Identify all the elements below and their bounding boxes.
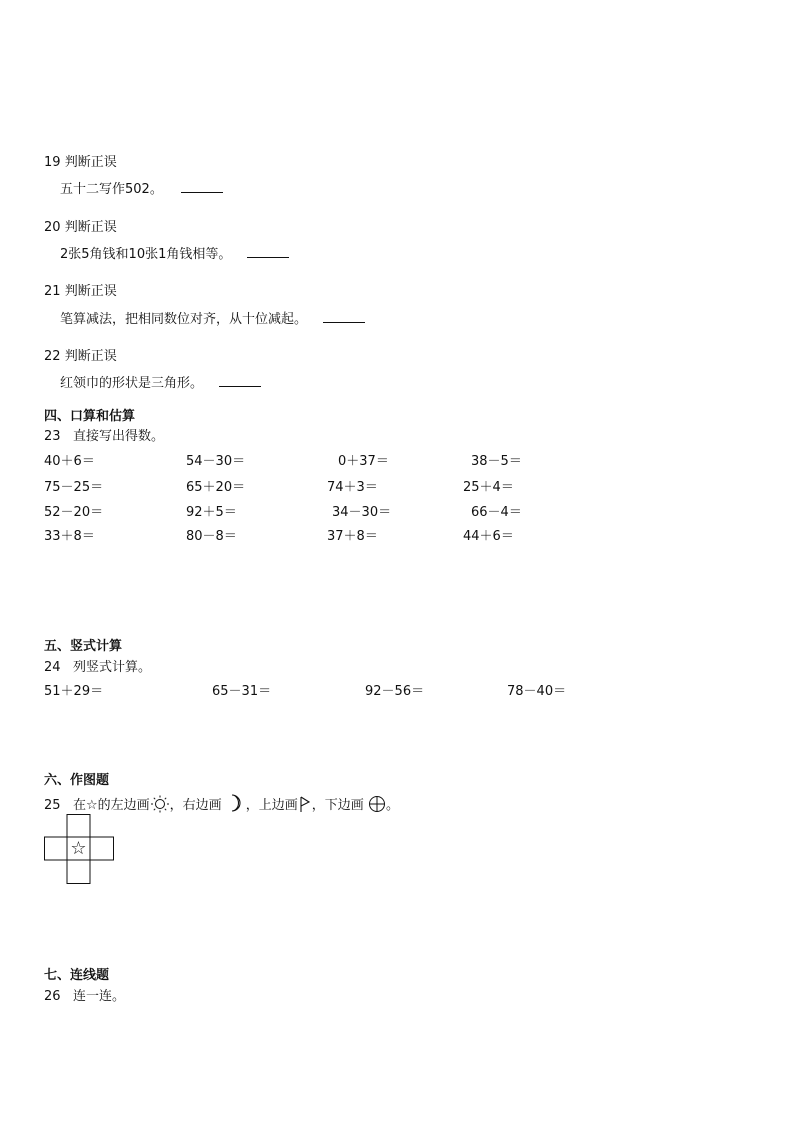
q20-statement: 2张5角钱和10张1角钱相等。 (60, 245, 289, 263)
circle-cross-icon (368, 795, 386, 818)
moon-icon (226, 793, 246, 818)
q19-heading: 19 判断正误 (44, 155, 117, 170)
q21-heading: 21 判断正误 (44, 284, 117, 299)
calc-item: 34－30＝ (332, 505, 392, 520)
calc-item: 74＋3＝ (327, 480, 378, 495)
q26-prompt: 26 连一连。 (44, 989, 125, 1004)
answer-blank[interactable] (323, 310, 365, 323)
section4-title: 四、口算和估算 (44, 409, 136, 424)
section6-title: 六、作图题 (44, 773, 110, 788)
answer-blank[interactable] (219, 374, 261, 387)
calc-item: 25＋4＝ (463, 480, 514, 495)
section5-title: 五、竖式计算 (44, 639, 123, 654)
calc-item: 40＋6＝ (44, 454, 95, 469)
vertical-calc-item: 51＋29＝ (44, 684, 104, 699)
q19-statement: 五十二写作502。 (60, 180, 223, 198)
vertical-calc-item: 92－56＝ (365, 684, 425, 699)
q25-prompt: 25 在☆的左边画 ，右边画 ，上边画 ，下边画 。 (44, 793, 399, 818)
sun-icon (150, 795, 170, 818)
q22-statement: 红领巾的形状是三角形。 (60, 374, 261, 392)
calc-item: 38－5＝ (471, 454, 522, 469)
calc-item: 80－8＝ (186, 529, 237, 544)
calc-item: 0＋37＝ (338, 454, 389, 469)
answer-blank[interactable] (181, 180, 223, 193)
q23-prompt: 23 直接写出得数。 (44, 429, 164, 444)
calc-item: 52－20＝ (44, 505, 104, 520)
vertical-calc-item: 78－40＝ (507, 684, 567, 699)
flag-icon (298, 795, 312, 818)
calc-item: 33＋8＝ (44, 529, 95, 544)
section7-title: 七、连线题 (44, 968, 110, 983)
calc-item: 65＋20＝ (186, 480, 246, 495)
answer-blank[interactable] (247, 245, 289, 258)
calc-item: 44＋6＝ (463, 529, 514, 544)
q21-statement: 笔算减法，把相同数位对齐，从十位减起。 (60, 310, 365, 328)
calc-item: 37＋8＝ (327, 529, 378, 544)
q22-heading: 22 判断正误 (44, 349, 117, 364)
calc-item: 75－25＝ (44, 480, 104, 495)
calc-item: 66－4＝ (471, 505, 522, 520)
star-symbol: ☆ (70, 838, 87, 859)
q24-prompt: 24 列竖式计算。 (44, 660, 151, 675)
vertical-calc-item: 65－31＝ (212, 684, 272, 699)
calc-item: 54－30＝ (186, 454, 246, 469)
calc-item: 92＋5＝ (186, 505, 237, 520)
q20-heading: 20 判断正误 (44, 220, 117, 235)
